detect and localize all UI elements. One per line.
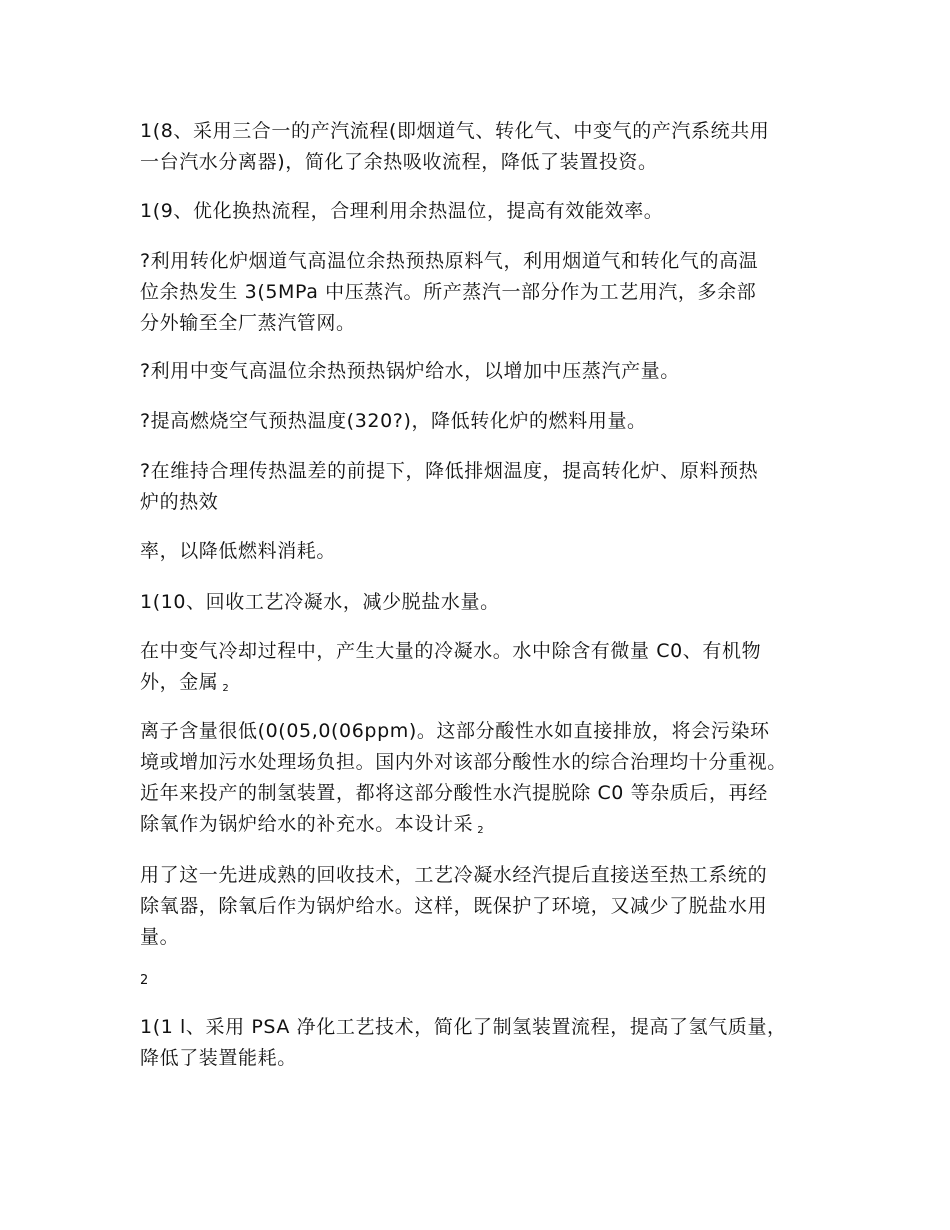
paragraph-air-preheat bbox=[140, 406, 830, 437]
text-line: ?利用中变气高温位余热预热锅炉给水，以增加中压蒸汽产量。 bbox=[140, 360, 680, 382]
text-line: 在中变气冷却过程中，产生大量的冷凝水。水中除含有微量 C0、有机物 bbox=[140, 640, 762, 662]
text-line: 率，以降低燃料消耗。 bbox=[140, 540, 337, 562]
paragraph-1-8 bbox=[140, 116, 830, 178]
paragraph-1-9 bbox=[140, 196, 830, 227]
text-line: 近年来投产的制氢装置，都将这部分酸性水汽提脱除 C0 等杂质后，再经 bbox=[140, 782, 768, 804]
text-line: 1(10、回收工艺冷凝水，减少脱盐水量。 bbox=[140, 591, 500, 613]
paragraph-flue-gas bbox=[140, 246, 830, 339]
text-line: 位余热发生 3(5MPa 中压蒸汽。所产蒸汽一部分作为工艺用汽，多余部 bbox=[140, 281, 757, 303]
text-line: 1(9、优化换热流程，合理利用余热温位，提高有效能效率。 bbox=[140, 200, 664, 222]
text-segment: 外，金属 bbox=[140, 671, 219, 693]
text-line: 除氧器，除氧后作为锅炉给水。这样，既保护了环境，又减少了脱盐水用 bbox=[140, 895, 768, 917]
text-line: 离子含量很低(0(05,0(06ppm)。这部分酸性水如直接排放，将会污染环 bbox=[140, 720, 770, 742]
text-segment: 除氧作为锅炉给水的补充水。本设计采 bbox=[140, 813, 474, 835]
text-line bbox=[140, 667, 830, 698]
paragraph-fuel bbox=[140, 536, 830, 567]
text-line: 降低了装置能耗。 bbox=[140, 1047, 297, 1069]
paragraph-exhaust-temp bbox=[140, 456, 830, 518]
text-line: ?利用转化炉烟道气高温位余热预热原料气，利用烟道气和转化气的高温 bbox=[140, 250, 759, 272]
paragraph-1-11 bbox=[140, 1012, 830, 1074]
text-line: 1(8、采用三合一的产汽流程(即烟道气、转化气、中变气的产汽系统共用 bbox=[140, 120, 770, 142]
paragraph-boiler-water bbox=[140, 356, 830, 387]
text-line: 量。 bbox=[140, 926, 180, 948]
subscript: 2 bbox=[477, 825, 484, 836]
paragraph-condensate bbox=[140, 636, 830, 698]
paragraph-1-10 bbox=[140, 587, 830, 618]
text-line: 分外输至全厂蒸汽管网。 bbox=[140, 312, 356, 334]
text-line bbox=[140, 809, 830, 840]
text-line: 炉的热效 bbox=[140, 491, 219, 513]
text-line: ?在维持合理传热温差的前提下，降低排烟温度，提高转化炉、原料预热 bbox=[140, 460, 759, 482]
paragraph-acid-water bbox=[140, 716, 830, 840]
text-line: 用了这一先进成熟的回收技术，工艺冷凝水经汽提后直接送至热工系统的 bbox=[140, 864, 768, 886]
text-line: 境或增加污水处理场负担。国内外对该部分酸性水的综合治理均十分重视。 bbox=[140, 751, 787, 773]
text-line: ?提高燃烧空气预热温度(320?)，降低转化炉的燃料用量。 bbox=[140, 410, 647, 432]
text-line: 一台汽水分离器)，简化了余热吸收流程，降低了装置投资。 bbox=[140, 151, 658, 173]
subscript: 2 bbox=[222, 683, 229, 694]
page-number-note bbox=[140, 968, 830, 999]
text-line: 1(1 l、采用 PSA 净化工艺技术，简化了制氢装置流程，提高了氢气质量， bbox=[140, 1016, 787, 1038]
text-line: 2 bbox=[140, 973, 149, 988]
paragraph-recovery bbox=[140, 860, 830, 953]
